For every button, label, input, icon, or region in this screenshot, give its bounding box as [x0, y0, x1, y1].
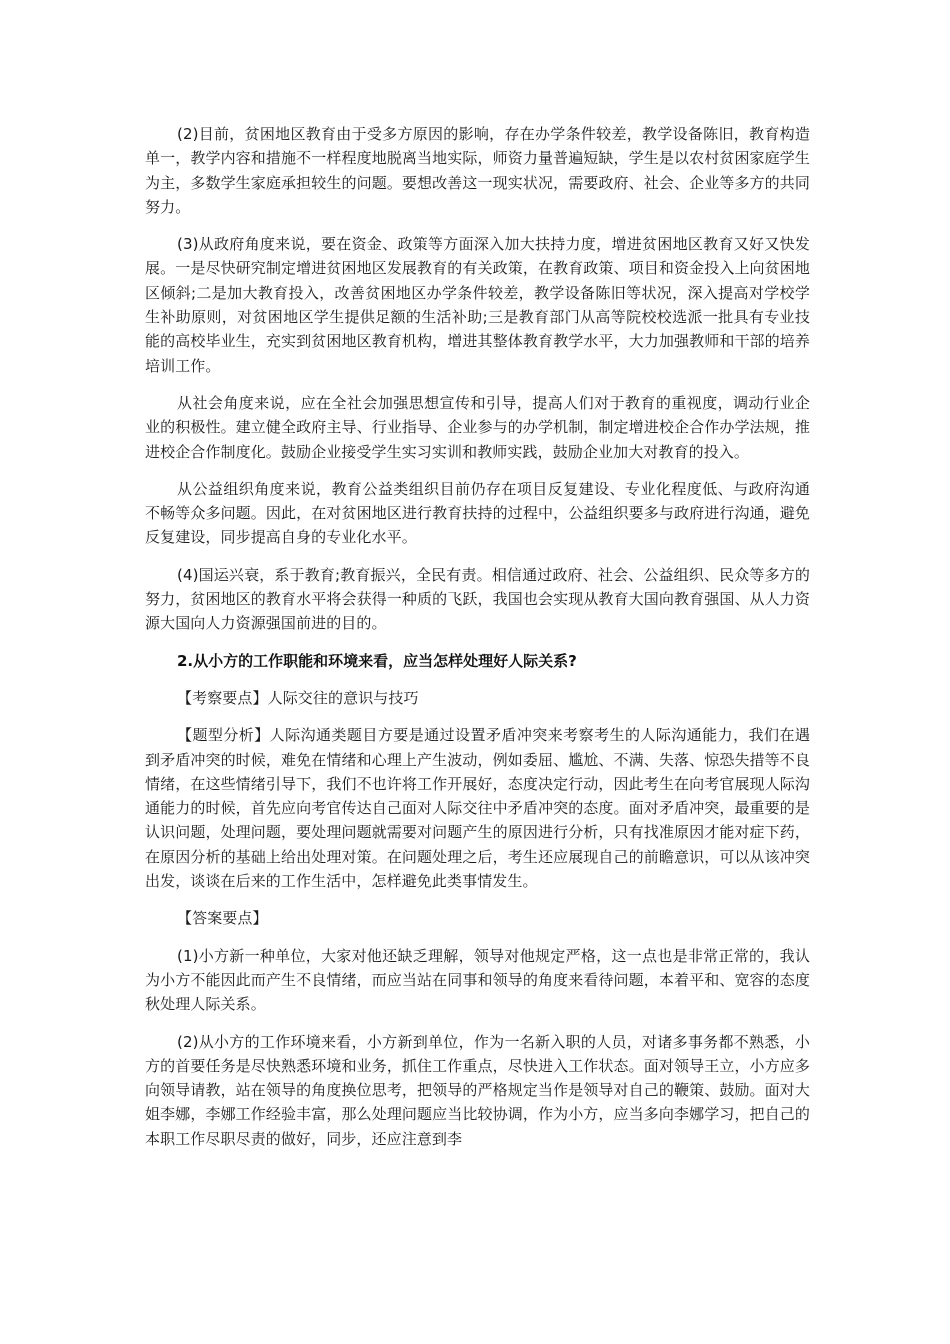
answer-point-1: (1)小方新一种单位，大家对他还缺乏理解，领导对他规定严格，这一点也是非常正常的，我认为小方不能因此而产生不良情绪，而应当站在同事和领导的角度来看待问题，本着平和、宽容的态度秋处理人际关系。 [145, 946, 810, 1014]
paragraph-public-welfare: 从公益组织角度来说，教育公益类组织目前仍存在项目反复建设、专业化程度低、与政府沟通不畅等众多问题。因此，在对贫困地区进行教育扶持的过程中，公益组织要多与政府进行沟通，避免反复建设，同步提高自身的专业化水平。 [145, 479, 810, 547]
paragraph-4-conclusion: (4)国运兴衰，系于教育;教育振兴，全民有责。相信通过政府、社会、公益组织、民众等多方的努力，贫困地区的教育水平将会获得一种质的飞跃，我国也会实现从教育大国向教育强国、从人力资源大国向人力资源强国前进的目的。 [145, 565, 810, 633]
question-heading: 2.从小方的工作职能和环境来看，应当怎样处理好人际关系? [177, 651, 577, 670]
document-body [145, 122, 810, 1164]
answer-points-label: 【答案要点】 [177, 909, 268, 928]
paragraph-2-education-status: (2)目前，贫困地区教育由于受多方原因的影响，存在办学条件较差，教学设备陈旧，教育构造单一，教学内容和措施不一样程度地脱离当地实际，师资力量普遍短缺，学生是以农村贫困家庭学生为主，多数学生家庭承担较生的问题。要想改善这一现实状况，需要政府、社会、企业等多方的共同努力。 [145, 125, 810, 216]
exam-points: 【考察要点】人际交往的意识与技巧 [177, 688, 419, 707]
paragraph-society: 从社会角度来说，应在全社会加强思想宣传和引导，提高人们对于教育的重视度，调动行业企业的积极性。建立健全政府主导、行业指导、企业参与的办学机制，制定增进校企合作办学法规，推进校企合作制度化。鼓励企业接受学生实习实训和教师实践，鼓励企业加大对教育的投入。 [145, 393, 810, 461]
answer-point-2: (2)从小方的工作环境来看，小方新到单位，作为一名新入职的人员，对诸多事务都不熟悉，小方的首要任务是尽快熟悉环境和业务，抓住工作重点，尽快进入工作状态。面对领导王立，小方应多向领导请教，站在领导的角度换位思考，把领导的严格规定当作是领导对自己的鞭策、鼓励。面对大姐李娜，李娜工作经验丰富，那么处理问题应当比较协调，作为小方，应当多向李娜学习，把自己的本职工作尽职尽责的做好，同步，还应注意到李 [145, 1032, 810, 1148]
paragraph-3-government: (3)从政府角度来说，要在资金、政策等方面深入加大扶持力度，增进贫困地区教育又好又快发展。一是尽快研究制定增进贫困地区发展教育的有关政策，在教育政策、项目和资金投入上向贫困地区倾斜;二是加大教育投入，改善贫困地区办学条件较差，教学设备陈旧等状况，深入提高对学校学生补助原则，对贫困地区学生提供足额的生活补助;三是教育部门从高等院校校选派一批具有专业技能的高校毕业生，充实到贫困地区教育机构，增进其整体教育教学水平，大力加强教师和干部的培养培训工作。 [145, 235, 810, 375]
question-analysis: 【题型分析】人际沟通类题目方要是通过设置矛盾冲突来考察考生的人际沟通能力，我们在遇到矛盾冲突的时候，难免在情绪和心理上产生波动，例如委屈、尴尬、不满、失落、惊恐失措等不良情绪，在这些情绪引导下，我们不也许将工作开展好，态度决定行动，因此考生在向考官展现人际沟通能力的时候，首先应向考官传达自己面对人际交往中矛盾冲突的态度。面对矛盾冲突，最重要的是认识问题，处理问题，要处理问题就需要对问题产生的原因进行分析，只有找准原因才能对症下药，在原因分析的基础上给出处理对策。在问题处理之后，考生还应展现自己的前瞻意识，可以从该冲突出发，谈谈在后来的工作生活中，怎样避免此类事情发生。 [145, 726, 810, 891]
